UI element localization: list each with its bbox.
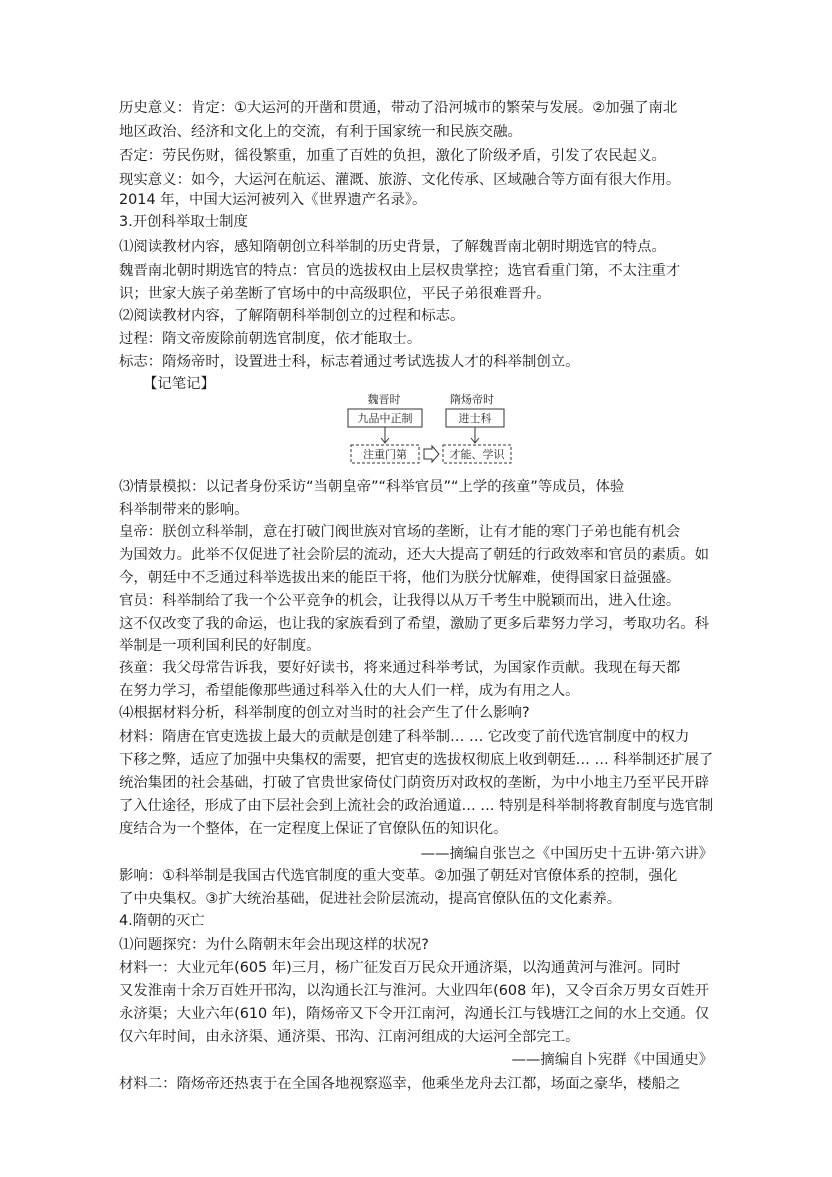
text-line: 魏晋南北朝时期选官的特点：官员的选拔权由上层权贵掌控；选官看重门第，不太注重才 [119, 263, 681, 279]
text-line: 历史意义：肯定：①大运河的开凿和贯通，带动了沿河城市的繁荣与发展。②加强了南北 [119, 100, 678, 116]
text-line: 现实意义：如今，大运河在航运、灌溉、旅游、文化传承、区域融合等方面有很大作用。 [119, 172, 681, 188]
text-line: 下移之弊，适应了加强中央集权的需要，把官吏的选拔权彻底上收到朝廷… … 科举制还扩展了 [119, 752, 714, 768]
notes-label: 【记笔记】 [143, 376, 215, 392]
arrow-right-icon [424, 446, 439, 462]
text-line: 材料二：隋炀帝还热衷于在全国各地视察巡幸，他乘坐龙舟去江都，场面之豪华，楼船之 [119, 1076, 681, 1092]
diagram-right-result: 才能、学识 [449, 448, 505, 461]
section-heading: 4.隋朝的灭亡 [119, 913, 205, 929]
text-line: 2014 年，中国大运河被列入《世界遗产名录》。 [119, 192, 427, 208]
text-line: 标志：隋炀帝时，设置进士科，标志着通过考试选拔人才的科举制创立。 [119, 354, 580, 370]
text-line: 否定：劳民伤财，徭役繁重，加重了百姓的负担，激化了阶级矛盾，引发了农民起义。 [119, 148, 666, 164]
text-line: 了中央集权。③扩大统治基础，促进社会阶层流动，提高官僚队伍的文化素养。 [119, 891, 622, 907]
text-line: 孩童：我父母常告诉我，要好好读书，将来通过科举考试，为国家作贡献。我现在每天都 [119, 660, 681, 676]
text-line: 地区政治、经济和文化上的交流，有利于国家统一和民族交融。 [119, 124, 522, 140]
text-line: 为国效力。此举不仅促进了社会阶层的流动，还大大提高了朝廷的行政效率和官员的素质。如 [119, 547, 710, 563]
source-citation: ——摘编自张岂之《中国历史十五讲·第六讲》 [420, 846, 713, 862]
text-line: 皇帝：朕创立科举制，意在打破门阀世族对官场的垄断，让有才能的寒门子弟也能有机会 [119, 524, 681, 540]
text-line: ⑴问题探究：为什么隋朝末年会出现这样的状况? [119, 937, 429, 953]
text-line: 仅六年时间，由永济渠、通济渠、邗沟、江南河组成的大运河全部完工。 [119, 1029, 580, 1045]
text-line: ⑶情景模拟：以记者身份采访“当朝皇帝”“科举官员”“上学的孩童”等成员，体验 [119, 479, 625, 495]
text-line: 这不仅改变了我的命运，也让我的家族看到了希望，激励了更多后辈努力学习，考取功名。科 [119, 616, 710, 632]
source-citation: ——摘编自卜宪群《中国通史》 [511, 1052, 713, 1068]
text-line: 永济渠；大业六年(610 年)，隋炀帝又下令开江南河，沟通长江与钱塘江之间的水上交通。仅 [119, 1006, 710, 1022]
text-line: ⑴阅读教材内容，感知隋朝创立科举制的历史背景，了解魏晋南北朝时期选官的特点。 [119, 239, 666, 255]
text-line: 今，朝廷中不乏通过科举选拔出来的能臣干将，他们为朕分忧解难，使得国家日益强盛。 [119, 570, 681, 586]
text-line: 材料：隋唐在官吏选拔上最大的贡献是创建了科举制… … 它改变了前代选官制度中的权力 [119, 729, 690, 745]
text-line: ⑵阅读教材内容，了解隋朝科举制创立的过程和标志。 [119, 308, 465, 324]
text-line: 科举制带来的影响。 [119, 502, 249, 518]
diagram-left-head: 魏晋时 [367, 393, 401, 406]
text-line: 又发淮南十余万百姓开邗沟，以沟通长江与淮河。大业四年(608 年)，又令百余万男女百姓开 [119, 983, 710, 999]
text-line: 识；世家大族子弟垄断了官场中的中高级职位，平民子弟很难晋升。 [119, 286, 551, 302]
diagram-left-result: 注重门第 [363, 448, 407, 461]
text-line: 在努力学习，希望能像那些通过科举入仕的大人们一样，成为有用之人。 [119, 683, 580, 699]
text-line: 了入仕途径，形成了由下层社会到上流社会的政治通道… … 特别是科举制将教育制度与选官制 [119, 798, 714, 814]
text-line: 过程：隋文帝废除前朝选官制度，依才能取士。 [119, 331, 422, 347]
diagram-right-box: 进士科 [458, 412, 492, 425]
text-line: 影响：①科举制是我国古代选官制度的重大变革。②加强了朝廷对官僚体系的控制，强化 [119, 868, 678, 884]
text-line: 材料一：大业元年(605 年)三月，杨广征发百万民众开通济渠，以沟通黄河与淮河。同时 [119, 960, 681, 976]
notes-diagram [346, 392, 516, 470]
diagram-right-head: 隋炀帝时 [450, 393, 494, 406]
text-line: 统治集团的社会基础，打破了官贵世家倚仗门荫资历对政权的垄断，为中小地主乃至平民开辟 [119, 775, 710, 791]
diagram-left-box: 九品中正制 [357, 412, 413, 425]
section-heading: 3.开创科举取士制度 [119, 214, 248, 230]
text-line: ⑷根据材料分析，科举制度的创立对当时的社会产生了什么影响? [119, 705, 530, 721]
text-line: 官员：科举制给了我一个公平竞争的机会，让我得以从万千考生中脱颖而出，进入仕途。 [119, 593, 681, 609]
text-line: 举制是一项利国利民的好制度。 [119, 638, 321, 654]
text-line: 度结合为一个整体，在一定程度上保证了官僚队伍的知识化。 [119, 821, 508, 837]
